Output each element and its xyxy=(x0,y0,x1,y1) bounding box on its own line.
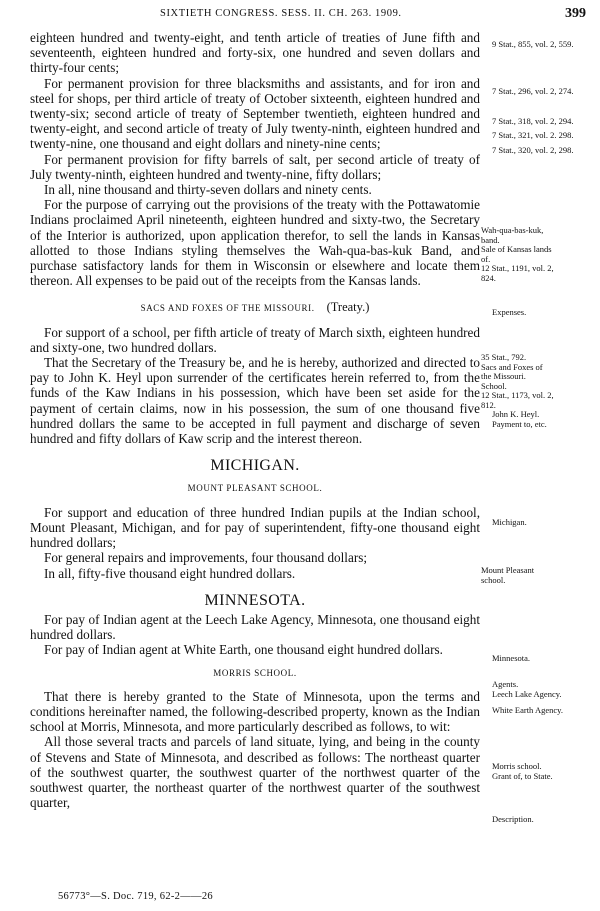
margin-note-expenses: Expenses. xyxy=(492,307,527,317)
section-heading-sacs-foxes xyxy=(30,300,480,316)
paragraph-treaty-1828: eighteen hundred and twenty-eight, and tenth article of treaties of June fifth and seventeenth, eighteen hundred and forty-six, one hundred and seven dollars and thirty-four cents; xyxy=(30,30,480,76)
margin-note-description: Description. xyxy=(492,814,534,824)
paragraph-john-k-heyl: That the Secretary of the Treasury be, and he is hereby, authorized and directed to pay to John K. Heyl upon surrender of the certificates herein referred to, from the funds of the Kaw Indians in his possession, which have been set aside for the payment of certain claims, now in his possession, the sum of one thousand five hundred dollars the same to be accepted in full payment and discharge of seven hundred and fifty dollars of Kaw scrip and the interest thereon. xyxy=(30,355,480,447)
margin-note-wah-qua-bas-kuk xyxy=(481,226,591,283)
margin-note-morris-line2: Grant of, to State. xyxy=(492,770,553,781)
margin-note-white-earth: White Earth Agency. xyxy=(492,705,563,715)
paragraph-blacksmiths: For permanent provision for three blacksmiths and assistants, and for iron and steel for shops, per third article of treaty of October sixteenth, eighteen hundred and twenty-six; second article of treaty of September twentieth, eighteen hundred and twenty-eight, and second article of treaty of July twenty-ninth, eighteen hundred and twenty-nine, one thousand and eight dollars and ninety-nine cents; xyxy=(30,75,480,152)
section-heading-michigan: MICHIGAN. xyxy=(210,457,300,475)
page-number: 399 xyxy=(565,6,586,21)
margin-note-wah-qua-bas-kuk-line1: Wah-qua-bas-kuk, xyxy=(481,225,544,235)
subheading-morris-school: MORRIS SCHOOL. xyxy=(213,667,297,678)
margin-note-12-stat-1191-page: 824. xyxy=(481,272,496,283)
paragraph-mount-pleasant-support: For support and education of three hundred Indian pupils at the Indian school, Mount Pleasant, Michigan, and for pay of superintendent, fifty-one thousand eight hundred dollars; xyxy=(30,504,480,551)
paragraph-description: All those several tracts and parcels of land situate, lying, and being in the county of Stevens and State of Minnesota, and described as follows: The northeast quarter of the southwest quarter, the southwest quarter of the northwest quarter of the southwest quarter, the northeast quarter of the northwest quarter of the southwest quarter, xyxy=(30,734,480,811)
subheading-mount-pleasant: MOUNT PLEASANT SCHOOL. xyxy=(187,483,323,494)
margin-note-john-k-heyl-line2: Payment to, etc. xyxy=(492,418,547,429)
paragraph-school-support: For support of a school, per fifth article of treaty of March sixth, eighteen hundred and sixty-one, two hundred dollars. xyxy=(30,324,480,355)
margin-note-michigan: Michigan. xyxy=(492,517,527,527)
paragraph-repairs: For general repairs and improvements, four thousand dollars; xyxy=(44,550,368,566)
margin-note-35-stat: 35 Stat., 792. xyxy=(481,352,527,362)
margin-note-7-stat-318: 7 Stat., 318, vol. 2, 294. xyxy=(492,116,574,126)
margin-note-school: School. xyxy=(481,380,507,391)
margin-note-morris xyxy=(492,762,553,781)
margin-note-john-k-heyl-line1: John K. Heyl. xyxy=(492,409,540,419)
margin-note-sacs-foxes-line1: Sacs and Foxes of xyxy=(481,361,543,372)
margin-note-mount-pleasant-line1: Mount Pleasant xyxy=(481,565,535,575)
paragraph-morris-grant: That there is hereby granted to the State of Minnesota, upon the terms and conditions hereinafter named, the following-described property, known as the Indian school at Morris, Minnesota, and more particularly described as follows, to wit: xyxy=(30,688,480,735)
paragraph-total-fifty-five-thousand: In all, fifty-five thousand eight hundred dollars. xyxy=(44,565,296,581)
margin-note-7-stat-296: 7 Stat., 296, vol. 2, 274. xyxy=(492,86,574,96)
margin-note-12-stat-1191: 12 Stat., 1191, vol. 2, xyxy=(481,263,554,273)
margin-note-wah-qua-bas-kuk-line2: band. xyxy=(481,234,500,245)
margin-note-sale-kansas-lands: Sale of Kansas lands xyxy=(481,244,552,254)
margin-note-12-stat-1173-page: 812. xyxy=(481,399,496,410)
section-heading-minnesota: MINNESOTA. xyxy=(204,591,306,609)
paragraph-leech-lake: For pay of Indian agent at the Leech Lake Agency, Minnesota, one thousand eight hundred dollars. xyxy=(30,611,480,643)
margin-note-sale-kansas-lands-of: of. xyxy=(481,253,491,264)
paragraph-pottawatomie: For the purpose of carrying out the provisions of the treaty with the Pottawatomie Indians proclaimed April nineteenth, eighteen hundred and sixty-two, the Secretary of the Interior is authorized, upon application therefor, to sell the lands in Kansas allotted to those Indians styling themselves the Wah-qua-bas-kuk Band, and purchase satisfactory lands for them in Wisconsin or elsewhere and locate them thereon. All expenses to be paid out of the receipts from the Kansas lands. xyxy=(30,197,480,289)
margin-note-7-stat-320: 7 Stat., 320, vol. 2, 298. xyxy=(492,145,574,155)
paragraph-total-nine-thousand: In all, nine thousand and thirty-seven dollars and ninety cents. xyxy=(44,182,372,198)
running-header xyxy=(30,6,586,24)
margin-note-mount-pleasant-line2: school. xyxy=(481,574,506,585)
paragraph-white-earth: For pay of Indian agent at White Earth, one thousand eight hundred dollars. xyxy=(44,642,443,658)
margin-note-12-stat-1173: 12 Stat., 1173, vol. 2, xyxy=(481,390,554,400)
paragraph-salt: For permanent provision for fifty barrels of salt, per second article of treaty of July twenty-ninth, eighteen hundred and twenty-nine, fifty dollars; xyxy=(30,151,480,182)
margin-note-agents xyxy=(492,680,562,699)
margin-note-7-stat-321: 7 Stat., 321, vol. 2. 298. xyxy=(492,130,574,140)
margin-note-sacs-foxes-line2: the Missouri. xyxy=(481,371,526,381)
section-heading-sacs-foxes-title: SACS AND FOXES OF THE MISSOURI. xyxy=(140,303,315,314)
section-heading-sacs-foxes-note: (Treaty.) xyxy=(326,300,370,315)
margin-note-agents-line1: Agents. xyxy=(492,679,519,689)
margin-note-john-k-heyl xyxy=(492,410,547,429)
margin-note-sacs-foxes xyxy=(481,353,591,410)
margin-note-minnesota: Minnesota. xyxy=(492,653,531,663)
margin-note-leech-lake: Leech Lake Agency. xyxy=(492,688,562,699)
running-title: SIXTIETH CONGRESS. SESS. II. CH. 263. 1909. xyxy=(160,8,402,19)
footer-imprint: 56773°—S. Doc. 719, 62-2——26 xyxy=(58,891,213,902)
margin-note-9-stat: 9 Stat., 855, vol. 2, 559. xyxy=(492,39,574,49)
margin-note-mount-pleasant xyxy=(481,566,534,585)
statute-body xyxy=(30,30,480,810)
margin-note-morris-line1: Morris school. xyxy=(492,761,542,771)
